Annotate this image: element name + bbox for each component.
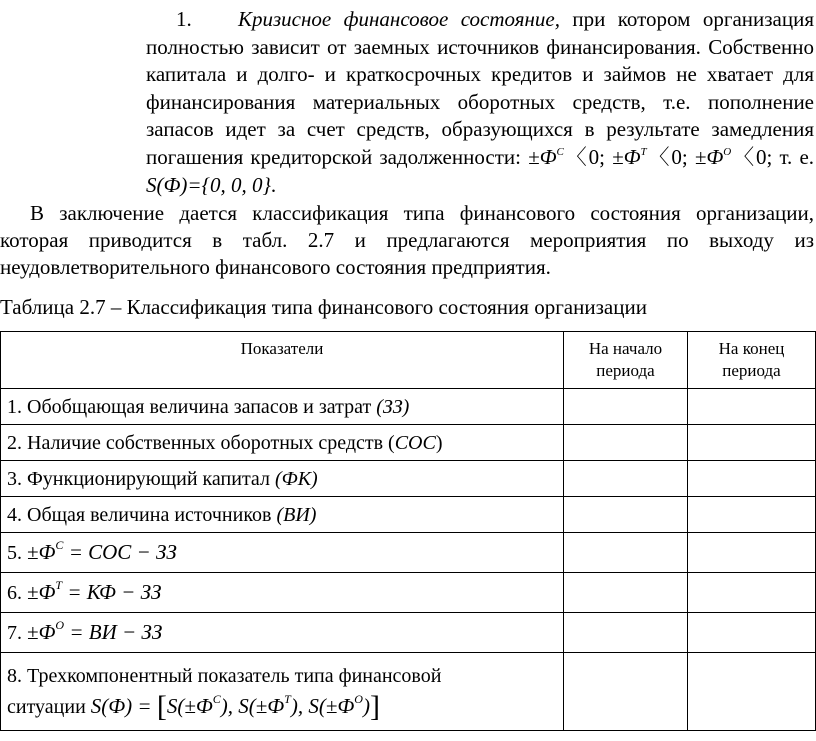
condition-o: $\pm Ф^О$〈0 xyxy=(694,144,767,169)
table-row xyxy=(1,653,816,731)
table-row xyxy=(1,497,816,533)
row-label: 3. Функционирующий капитал (ФК) xyxy=(1,461,564,497)
cell-end xyxy=(688,497,816,533)
result-formula: S(Ф)={0, 0, 0} xyxy=(146,172,271,197)
row-three-component-label: 8. Трехкомпонентный показатель типа финансовой ситуации $S(Ф) = [S(\pm Ф^С)$, $S(\pm Ф^Т)$, $S(\pm Ф^О)$] xyxy=(1,653,564,731)
item-number: 1. xyxy=(176,7,192,31)
cell-start xyxy=(564,533,688,573)
cell-end xyxy=(688,653,816,731)
table-row xyxy=(1,425,816,461)
cell-end xyxy=(688,425,816,461)
header-period-end: На конец периода xyxy=(688,332,816,389)
paragraph-conclusion: В заключение дается классификация типа финансового состояния организации, которая приводится в табл. 2.7 и предлагаются мероприятия по выходу из неудовлетворительного финансового состояния предприятия. xyxy=(0,201,814,279)
cell-end xyxy=(688,461,816,497)
row-label: 1. Обобщающая величина запасов и затрат (ЗЗ) xyxy=(1,389,564,425)
cell-end xyxy=(688,389,816,425)
paragraph-tail: ; т. е. xyxy=(766,144,815,169)
header-indicators: Показатели xyxy=(1,332,564,389)
cell-end xyxy=(688,573,816,613)
cell-end xyxy=(688,613,816,653)
condition-t: $\pm Ф^Т$〈0 xyxy=(612,144,682,169)
cell-start xyxy=(564,653,688,731)
row-label: 2. Наличие собственных оборотных средств (СОС) xyxy=(1,425,564,461)
paragraph-text: при котором организация полностью зависит от заемных источников финансирования. Собственно капитала и долго- и краткосрочных кредитов и займов не хватает для финансирования материальных оборотных средств, т.е. пополнение запасов идет за счет средств, образующихся в результате замедления погашения кредиторской задолженности: xyxy=(146,7,814,169)
table-row xyxy=(1,613,816,653)
cell-start xyxy=(564,497,688,533)
row-formula-label: 7. $\pm Ф^О$ = ВИ − ЗЗ xyxy=(1,613,564,653)
cell-start xyxy=(564,425,688,461)
cell-start xyxy=(564,573,688,613)
table-row xyxy=(1,573,816,613)
header-period-start: На начало периода xyxy=(564,332,688,389)
cell-start xyxy=(564,389,688,425)
cell-start xyxy=(564,461,688,497)
table-row xyxy=(1,533,816,573)
table-header-row xyxy=(1,332,816,389)
separator: ; xyxy=(681,144,695,169)
table-row xyxy=(1,389,816,425)
separator: ; xyxy=(599,144,613,169)
table-row xyxy=(1,461,816,497)
term-crisis: Кризисное финансовое состояние, xyxy=(238,7,560,31)
cell-end xyxy=(688,533,816,573)
row-formula-label: 5. $\pm Ф^С$ = СОС − ЗЗ xyxy=(1,533,564,573)
condition-c: $\pm Ф^С$〈0 xyxy=(528,144,600,169)
row-label: 4. Общая величина источников (ВИ) xyxy=(1,497,564,533)
row-formula-label: 6. $\pm Ф^Т$ = КФ − ЗЗ xyxy=(1,573,564,613)
classification-table xyxy=(0,331,816,731)
cell-start xyxy=(564,613,688,653)
table-caption: Таблица 2.7 – Классификация типа финансового состояния организации xyxy=(0,295,647,319)
paragraph-crisis-state: 1. Кризисное финансовое состояние, при котором организация полностью зависит от заемных источников финансирования. Собственно капитала и долго- и краткосрочных кредитов и займов не хватает для финансирования материальных оборотных средств, т.е. пополнение запасов идет за счет средств, образующихся в результате замедления погашения кредиторской задолженности: $\pm Ф^С$〈0; $\pm Ф^Т$〈0; $\pm Ф^О$〈0; т. е. S(Ф)={0, 0, 0}. xyxy=(146,7,815,197)
